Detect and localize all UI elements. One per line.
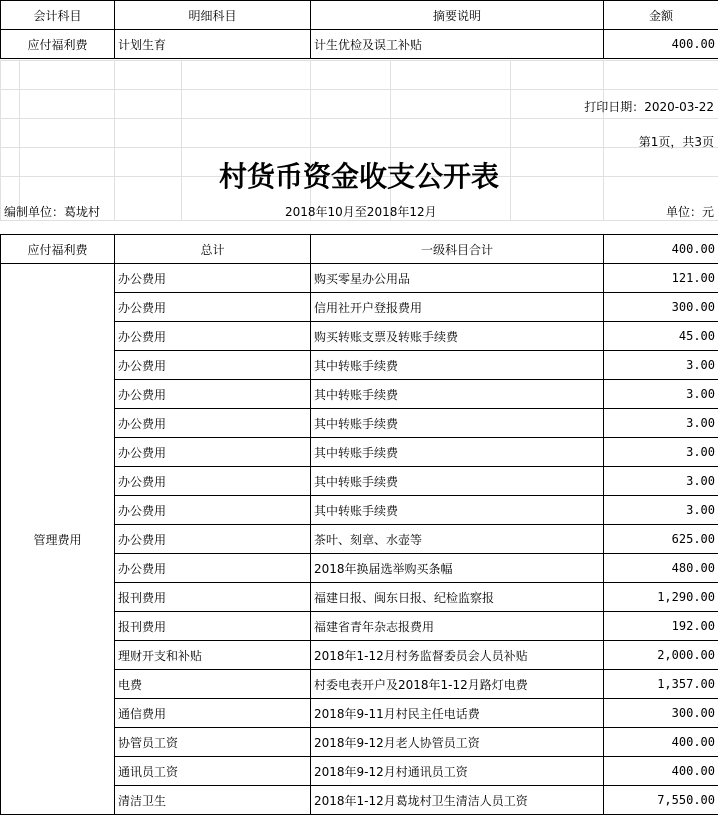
cell-amount: 625.00 — [604, 525, 718, 554]
cell-amount: 7,550.00 — [604, 786, 718, 815]
print-date: 打印日期：2020-03-22 — [584, 100, 714, 114]
header-summary: 摘要说明 — [311, 1, 604, 30]
cell-detail: 理财开支和补贴 — [115, 641, 311, 670]
cell-amount: 300.00 — [604, 293, 718, 322]
cell-summary: 福建省青年杂志报费用 — [311, 612, 604, 641]
cell-amount: 3.00 — [604, 380, 718, 409]
page-title: 村货币资金收支公开表 — [218, 160, 499, 193]
cell-summary: 其中转账手续费 — [311, 409, 604, 438]
cell-detail: 通信费用 — [115, 699, 311, 728]
cell-amount: 480.00 — [604, 554, 718, 583]
cell-amount: 400.00 — [604, 728, 718, 757]
cell-amount: 45.00 — [604, 322, 718, 351]
cell-account: 应付福利费 — [1, 30, 115, 59]
cell-summary: 计生优检及误工补贴 — [311, 30, 604, 59]
cell-summary: 其中转账手续费 — [311, 496, 604, 525]
period: 2018年10月至2018年12月 — [285, 205, 437, 219]
cell-detail: 办公费用 — [115, 264, 311, 293]
page-info: 第1页，共3页 — [638, 135, 714, 149]
cell-detail: 办公费用 — [115, 467, 311, 496]
summary-account: 应付福利费 — [1, 235, 115, 264]
cell-summary: 其中转账手续费 — [311, 380, 604, 409]
cell-detail: 办公费用 — [115, 438, 311, 467]
cell-summary: 2018年9-11月村民主任电话费 — [311, 699, 604, 728]
cell-amount: 3.00 — [604, 438, 718, 467]
header-detail: 明细科目 — [115, 1, 311, 30]
cell-detail: 办公费用 — [115, 322, 311, 351]
cell-amount: 2,000.00 — [604, 641, 718, 670]
cell-summary: 2018年1-12月村务监督委员会人员补贴 — [311, 641, 604, 670]
cell-summary: 购买零星办公用品 — [311, 264, 604, 293]
cell-detail: 计划生育 — [115, 30, 311, 59]
cell-summary: 其中转账手续费 — [311, 351, 604, 380]
cell-detail: 办公费用 — [115, 525, 311, 554]
cell-detail: 办公费用 — [115, 554, 311, 583]
cell-summary: 茶叶、刻章、水壶等 — [311, 525, 604, 554]
cell-detail: 办公费用 — [115, 380, 311, 409]
table-row — [1, 264, 718, 293]
cell-amount: 1,357.00 — [604, 670, 718, 699]
cell-summary: 购买转账支票及转账手续费 — [311, 322, 604, 351]
cell-amount: 3.00 — [604, 496, 718, 525]
cell-detail: 电费 — [115, 670, 311, 699]
cell-summary: 2018年1-12月葛垅村卫生清洁人员工资 — [311, 786, 604, 815]
cell-amount: 3.00 — [604, 467, 718, 496]
cell-detail: 办公费用 — [115, 496, 311, 525]
cell-summary: 2018年换届选举购买条幅 — [311, 554, 604, 583]
header-amount: 金额 — [604, 1, 718, 30]
cell-amount: 192.00 — [604, 612, 718, 641]
cell-detail: 协管员工资 — [115, 728, 311, 757]
header-account: 会计科目 — [1, 1, 115, 30]
cell-detail: 通讯员工资 — [115, 757, 311, 786]
top-header-row — [1, 1, 718, 30]
compiling-unit: 编制单位：葛垅村 — [4, 205, 101, 219]
cell-summary: 2018年9-12月村通讯员工资 — [311, 757, 604, 786]
cell-summary: 其中转账手续费 — [311, 438, 604, 467]
cell-amount: 3.00 — [604, 409, 718, 438]
cell-amount: 3.00 — [604, 351, 718, 380]
cell-detail: 报刊费用 — [115, 583, 311, 612]
top-table — [0, 0, 718, 59]
cell-detail: 办公费用 — [115, 293, 311, 322]
top-data-row — [1, 30, 718, 59]
summary-summary: 一级科目合计 — [311, 235, 604, 264]
cell-amount: 400.00 — [604, 30, 718, 59]
cell-summary: 2018年9-12月老人协管员工资 — [311, 728, 604, 757]
currency-unit: 单位：元 — [665, 205, 714, 219]
summary-detail: 总计 — [115, 235, 311, 264]
group-label: 管理费用 — [1, 264, 115, 815]
summary-row — [1, 235, 718, 264]
cell-detail: 办公费用 — [115, 351, 311, 380]
cell-detail: 办公费用 — [115, 409, 311, 438]
cell-detail: 报刊费用 — [115, 612, 311, 641]
cell-amount: 121.00 — [604, 264, 718, 293]
cell-summary: 信用社开户登报费用 — [311, 293, 604, 322]
cell-summary: 其中转账手续费 — [311, 467, 604, 496]
cell-amount: 400.00 — [604, 757, 718, 786]
main-table — [0, 234, 718, 815]
cell-detail: 清洁卫生 — [115, 786, 311, 815]
cell-amount: 300.00 — [604, 699, 718, 728]
cell-amount: 1,290.00 — [604, 583, 718, 612]
cell-summary: 福建日报、闽东日报、纪检监察报 — [311, 583, 604, 612]
cell-summary: 村委电表开户及2018年1-12月路灯电费 — [311, 670, 604, 699]
summary-amount: 400.00 — [604, 235, 718, 264]
